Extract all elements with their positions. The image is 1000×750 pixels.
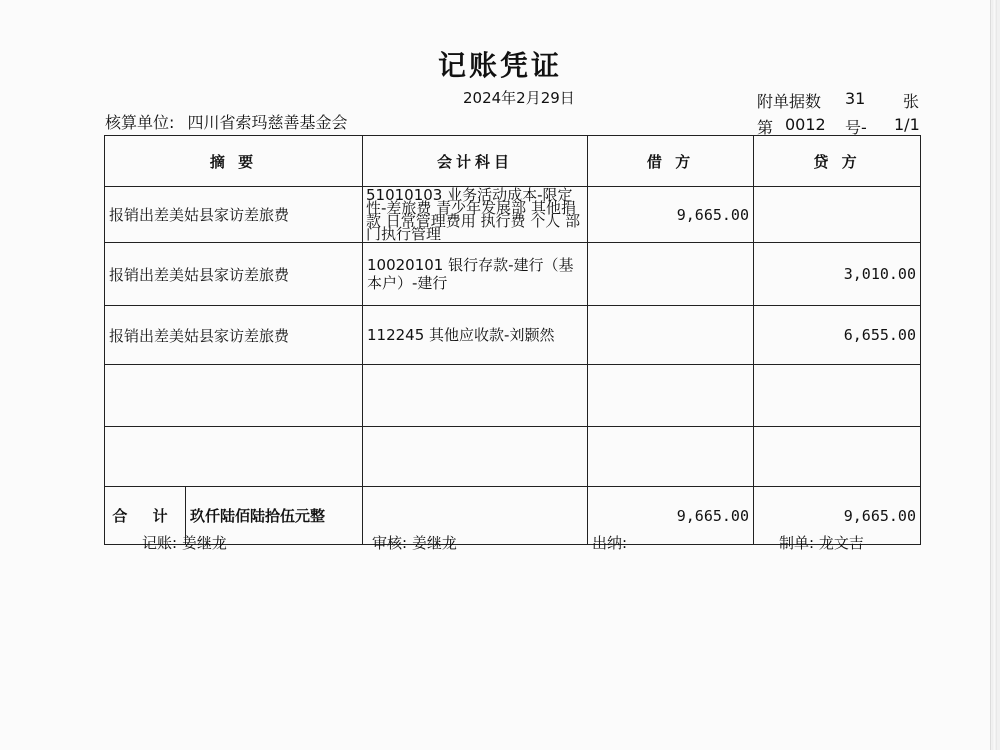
- row-credit: [754, 187, 921, 243]
- row-account: 112245 其他应收款-刘颢然: [363, 306, 588, 365]
- row-debit: [588, 427, 754, 487]
- signature-reviewer: 审核: 姜继龙: [372, 534, 457, 552]
- row-debit: [588, 306, 754, 365]
- voucher-number: [757, 115, 922, 135]
- row-debit: 9,665.00: [588, 187, 754, 243]
- voucher-title: 记账凭证: [437, 49, 562, 82]
- voucher-date: 2024年2月29日: [463, 89, 575, 107]
- row-summary: 报销出差美姑县家访差旅费: [105, 243, 363, 306]
- accounting-unit-label: 核算单位:: [105, 113, 175, 132]
- voucher-prefix: 第: [757, 118, 774, 137]
- table-row: [105, 187, 921, 243]
- voucher-page: 1/1: [894, 115, 920, 134]
- voucher-table: [104, 135, 921, 545]
- row-summary: [105, 365, 363, 427]
- row-debit: [588, 243, 754, 306]
- row-summary: 报销出差美姑县家访差旅费: [105, 306, 363, 365]
- voucher-mid: 号-: [845, 118, 867, 137]
- row-summary: [105, 427, 363, 487]
- table-row: [105, 243, 921, 306]
- row-credit: [754, 427, 921, 487]
- signature-bookkeeper: 记账: 姜继龙: [142, 534, 227, 552]
- row-credit: 3,010.00: [754, 243, 921, 306]
- row-account: [363, 427, 588, 487]
- signature-cashier: 出纳:: [592, 534, 628, 552]
- header-summary: 摘 要: [105, 136, 363, 187]
- voucher-number-value: 0012: [785, 115, 826, 134]
- row-credit: 6,655.00: [754, 306, 921, 365]
- paper-edge: [992, 0, 997, 750]
- row-account: 51010103 业务活动成本-限定性-差旅费 青少年发展部 其他捐款 日常管理费用 执行费 个人 部门执行管理: [363, 187, 588, 243]
- header-debit: 借 方: [588, 136, 754, 187]
- table-row: [105, 427, 921, 487]
- total-debit: 9,665.00: [588, 487, 754, 545]
- header-account: 会计科目: [363, 136, 588, 187]
- attachment-count: [757, 89, 922, 109]
- total-label: 合 计: [105, 487, 186, 544]
- row-summary: 报销出差美姑县家访差旅费: [105, 187, 363, 243]
- attachment-suffix: 张: [903, 92, 920, 111]
- total-amount-words: 玖仟陆佰陆拾伍元整: [190, 507, 326, 525]
- attachment-label: 附单据数: [757, 92, 822, 111]
- header-credit: 贷 方: [754, 136, 921, 187]
- row-account: [363, 365, 588, 427]
- row-debit: [588, 365, 754, 427]
- table-row: [105, 365, 921, 427]
- total-credit: 9,665.00: [754, 487, 921, 545]
- row-account: 10020101 银行存款-建行（基本户）-建行: [363, 243, 588, 306]
- table-row: [105, 306, 921, 365]
- accounting-unit: [105, 110, 348, 133]
- row-credit: [754, 365, 921, 427]
- table-header: [105, 136, 921, 187]
- attachment-number: 31: [845, 89, 866, 108]
- signature-preparer: 制单: 龙文吉: [779, 534, 864, 552]
- accounting-unit-value: 四川省索玛慈善基金会: [187, 113, 348, 132]
